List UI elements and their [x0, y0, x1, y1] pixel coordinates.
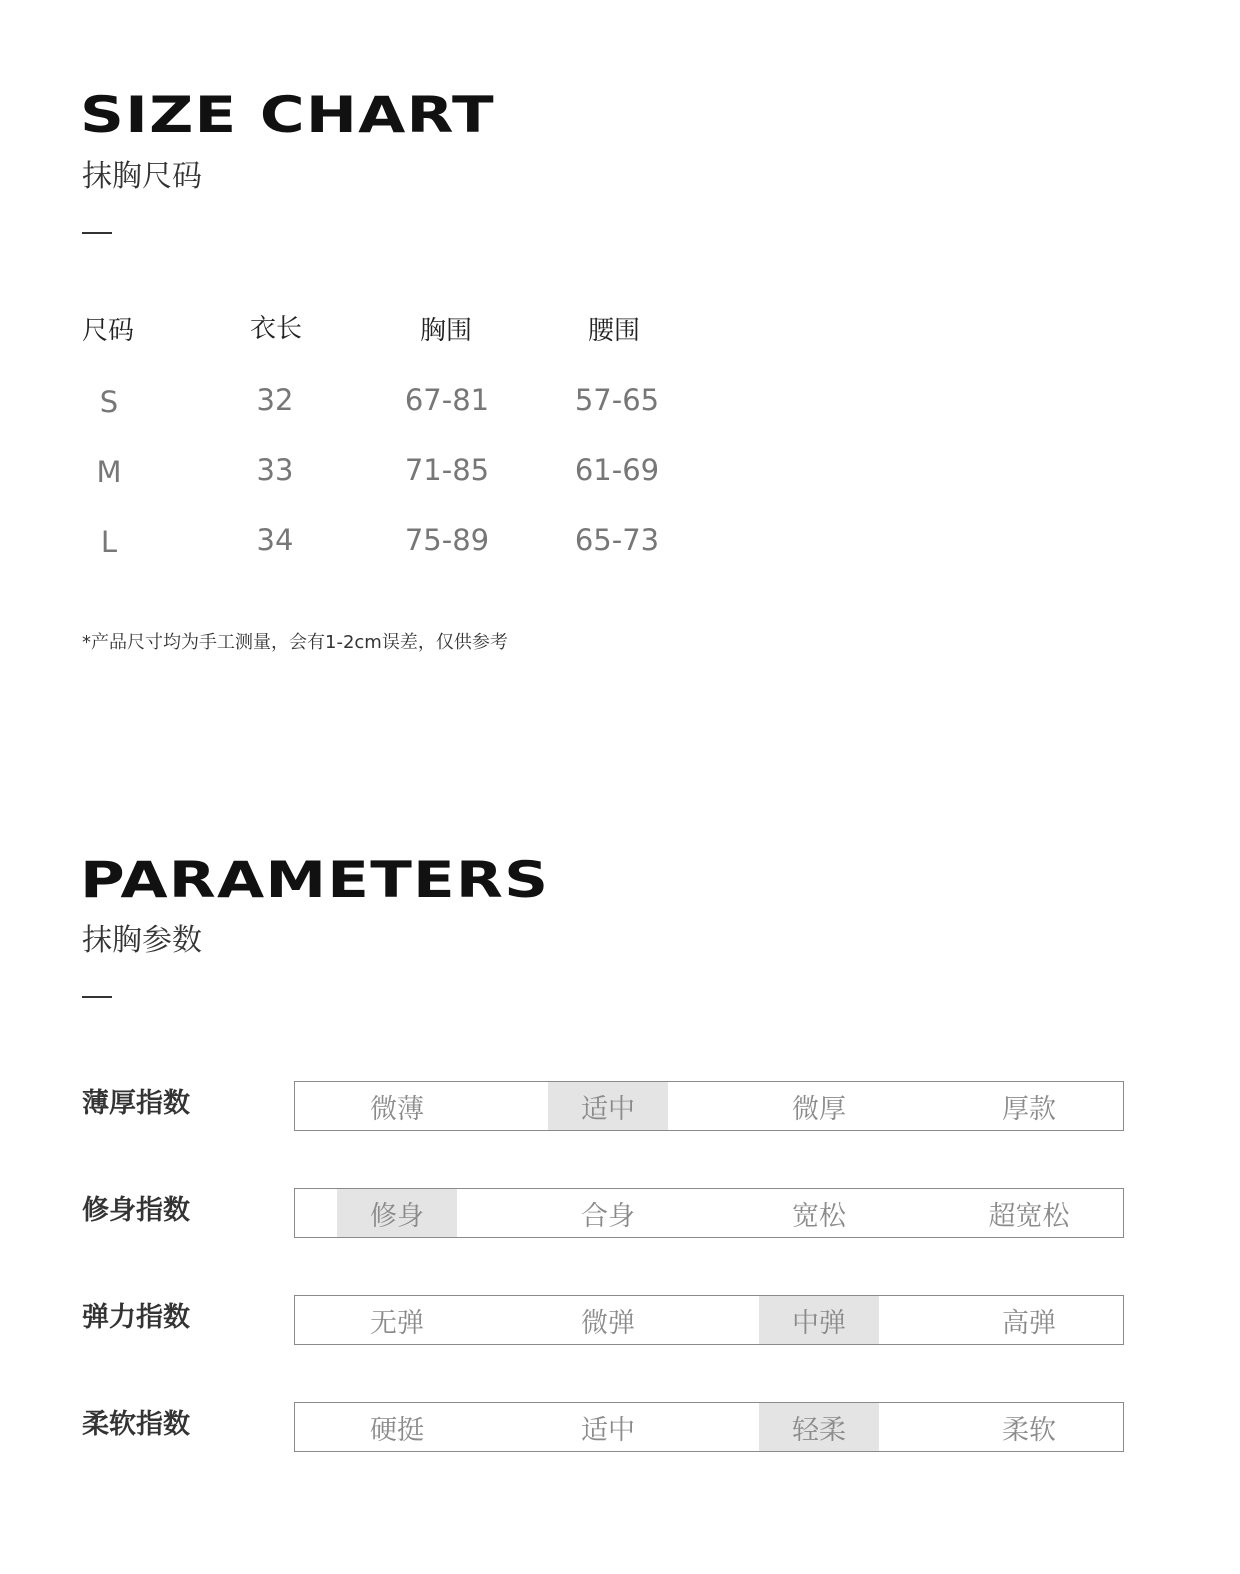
param-option: 厚款 — [1002, 1093, 1056, 1125]
parameters-divider — [82, 996, 112, 998]
measurement-note: *产品尺寸均为手工测量，会有1-2cm误差，仅供参考 — [82, 632, 508, 653]
param-option-selected: 修身 — [337, 1189, 457, 1237]
header-length: 衣长 — [250, 314, 303, 344]
waist-cell: 65-73 — [574, 523, 660, 557]
param-option: 超宽松 — [988, 1200, 1070, 1232]
param-option: 微弹 — [581, 1307, 635, 1339]
param-option: 合身 — [581, 1200, 635, 1232]
bust-cell: 71-85 — [404, 453, 490, 487]
header-size: 尺码 — [82, 316, 135, 346]
param-option-selected: 适中 — [548, 1082, 668, 1130]
size-chart-title: SIZE CHART — [80, 86, 495, 144]
param-label-thickness: 薄厚指数 — [82, 1088, 190, 1119]
size-chart-subtitle: 抹胸尺码 — [82, 159, 202, 194]
param-scale-thickness — [294, 1081, 1124, 1131]
param-option-selected: 中弹 — [759, 1296, 879, 1344]
param-option-selected: 轻柔 — [759, 1403, 879, 1451]
bust-cell: 75-89 — [404, 523, 490, 557]
param-option: 微厚 — [792, 1093, 846, 1125]
param-option: 宽松 — [792, 1200, 846, 1232]
header-waist: 腰围 — [588, 316, 641, 346]
length-cell: 34 — [256, 523, 294, 557]
param-option: 高弹 — [1002, 1307, 1056, 1339]
param-option: 适中 — [581, 1414, 635, 1446]
param-option: 硬挺 — [370, 1414, 424, 1446]
param-option: 柔软 — [1002, 1414, 1056, 1446]
param-label-softness: 柔软指数 — [82, 1409, 190, 1440]
parameters-subtitle: 抹胸参数 — [82, 923, 202, 958]
length-cell: 33 — [256, 453, 294, 487]
param-scale-elasticity — [294, 1295, 1124, 1345]
param-option: 微薄 — [370, 1093, 424, 1125]
param-label-fit: 修身指数 — [82, 1195, 190, 1226]
param-scale-fit — [294, 1188, 1124, 1238]
param-label-elasticity: 弹力指数 — [82, 1302, 190, 1333]
parameters-title: PARAMETERS — [80, 851, 550, 909]
bust-cell: 67-81 — [404, 383, 490, 417]
size-cell: M — [96, 455, 122, 489]
waist-cell: 57-65 — [574, 383, 660, 417]
header-bust: 胸围 — [420, 316, 473, 346]
waist-cell: 61-69 — [574, 453, 660, 487]
param-option: 无弹 — [370, 1307, 424, 1339]
size-cell: S — [99, 385, 119, 419]
length-cell: 32 — [256, 383, 294, 417]
param-scale-softness — [294, 1402, 1124, 1452]
size-cell: L — [100, 525, 118, 559]
size-chart-divider — [82, 232, 112, 234]
